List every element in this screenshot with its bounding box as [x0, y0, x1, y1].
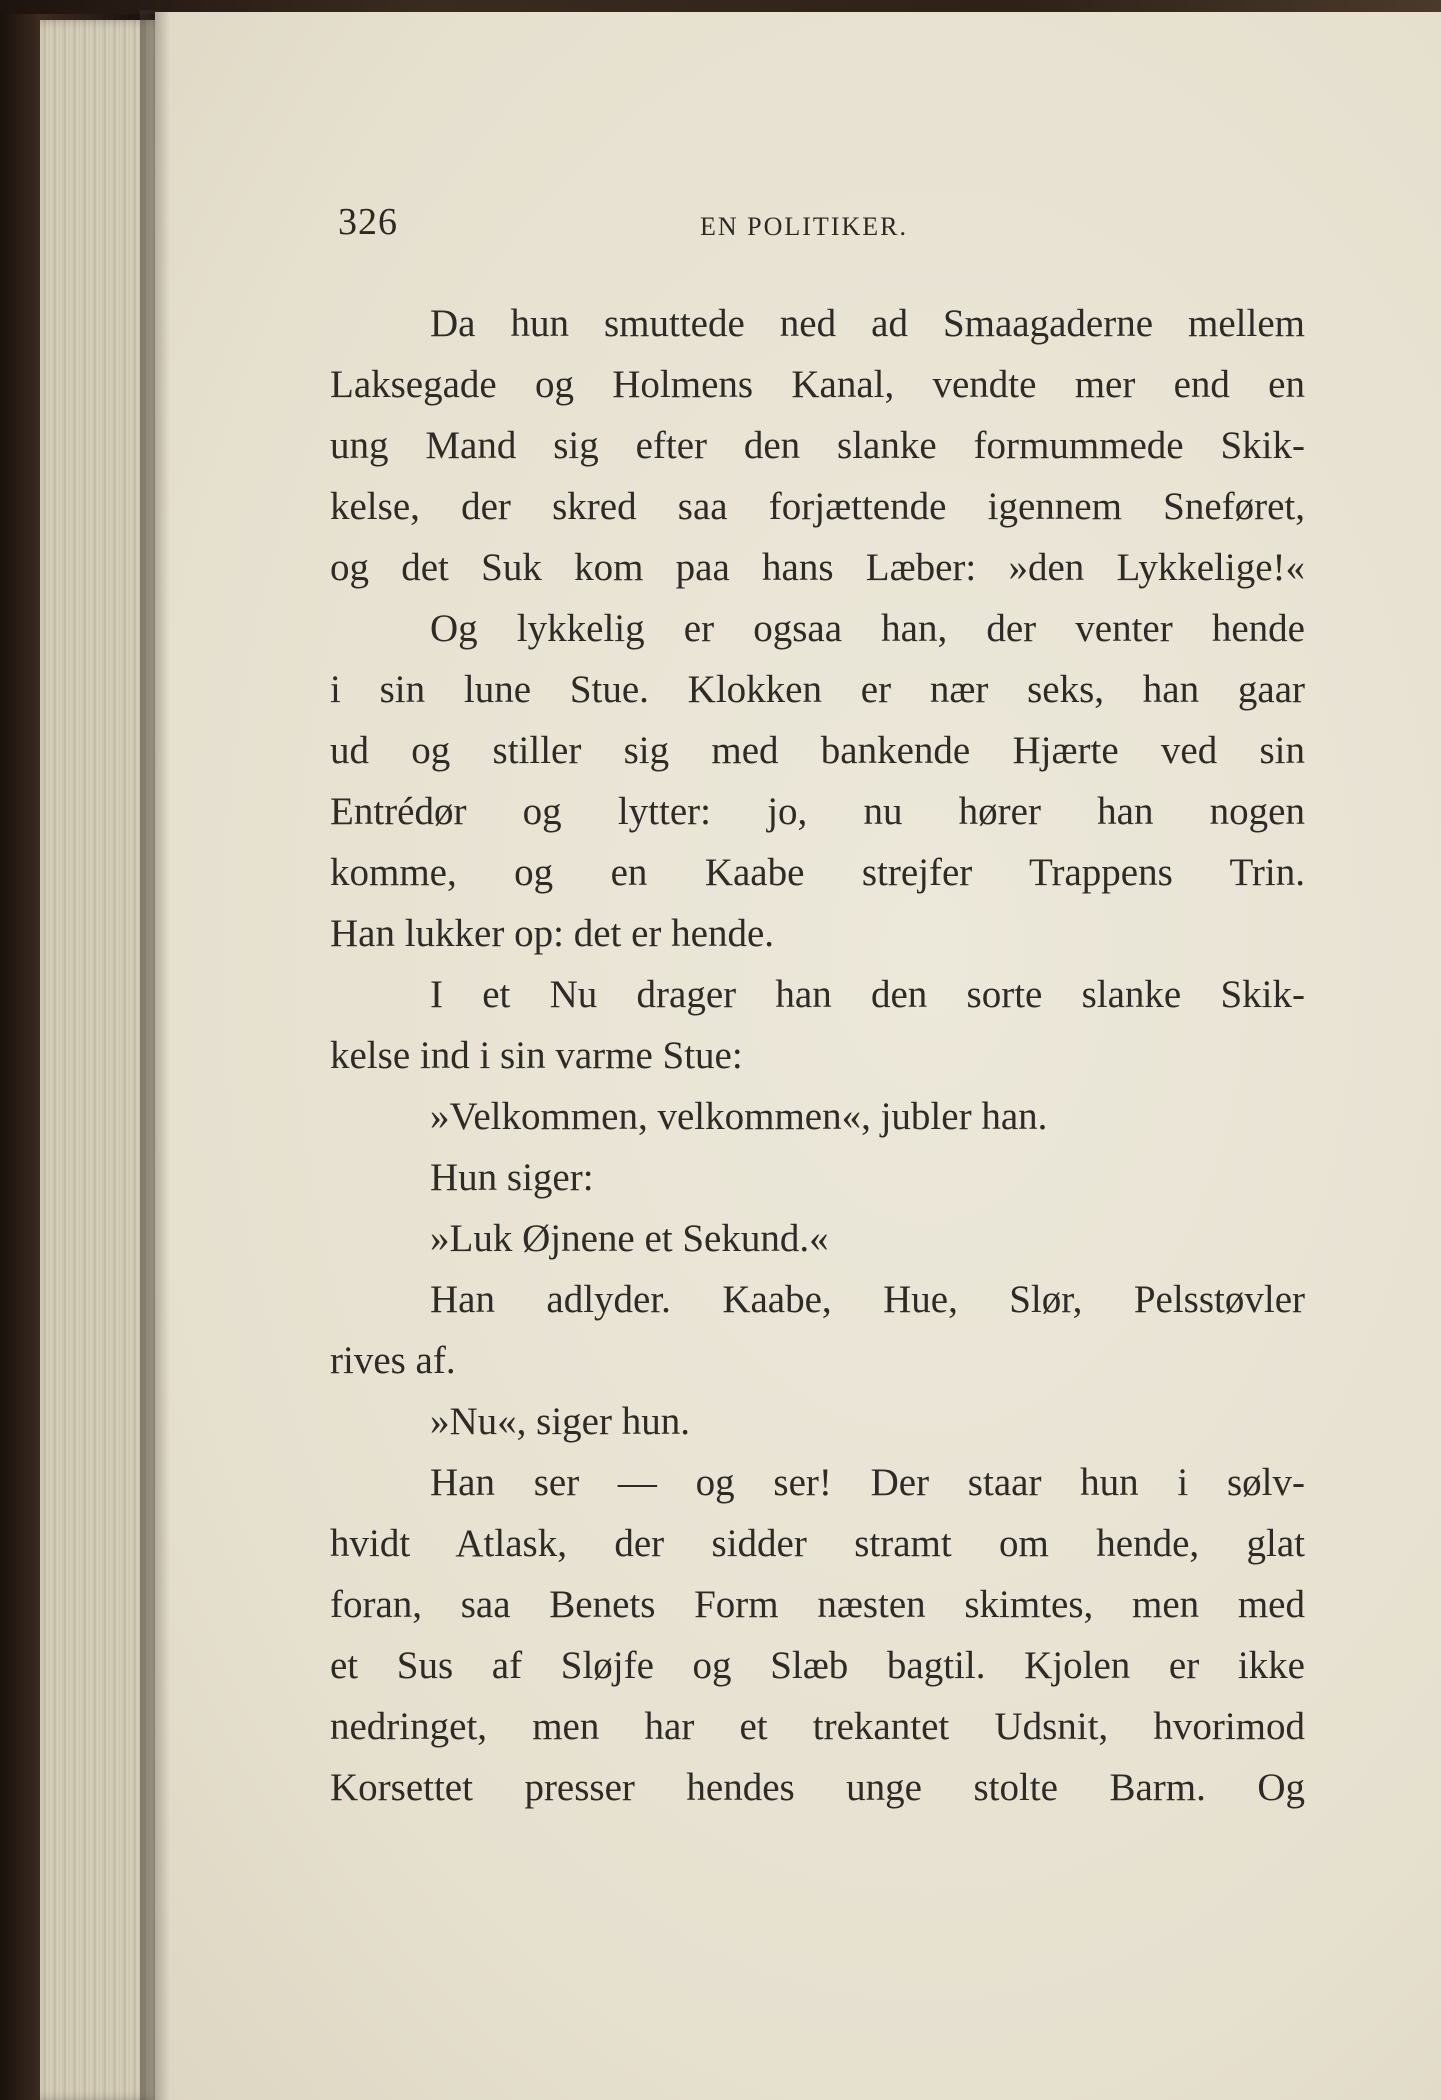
text-line: og det Suk kom paa hans Læber: »den Lykkelige!« [330, 546, 1305, 589]
text-line: ung Mand sig efter den slanke formummede Skik- [330, 424, 1305, 467]
text-line: »Luk Øjnene et Sekund.« [430, 1217, 829, 1260]
text-line: nedringet, men har et trekantet Udsnit, hvorimod [330, 1705, 1305, 1748]
text-line: Han ser — og ser! Der staar hun i sølv- [430, 1461, 1305, 1504]
text-line: Hun siger: [430, 1156, 594, 1199]
text-line: et Sus af Sløjfe og Slæb bagtil. Kjolen er ikke [330, 1644, 1305, 1687]
text-line: Han adlyder. Kaabe, Hue, Slør, Pelsstøvler [430, 1278, 1305, 1321]
text-line: Da hun smuttede ned ad Smaagaderne mellem [430, 302, 1305, 345]
body-text [330, 293, 1305, 1818]
text-line: foran, saa Benets Form næsten skimtes, men med [330, 1583, 1305, 1626]
running-title: EN POLITIKER. [700, 212, 908, 241]
text-line: kelse, der skred saa forjættende igennem Sneføret, [330, 485, 1305, 528]
page-number: 326 [338, 201, 398, 243]
text-line: Han lukker op: det er hende. [330, 912, 775, 955]
text-line: »Nu«, siger hun. [430, 1400, 690, 1443]
text-line: I et Nu drager han den sorte slanke Skik- [430, 973, 1305, 1016]
text-line: komme, og en Kaabe strejfer Trappens Trin. [330, 851, 1305, 894]
text-line: Laksegade og Holmens Kanal, vendte mer end en [330, 363, 1305, 406]
text-line: ud og stiller sig med bankende Hjærte ved sin [330, 729, 1305, 772]
text-line: rives af. [330, 1339, 456, 1382]
text-line: »Velkommen, velkommen«, jubler han. [430, 1095, 1048, 1138]
text-line: kelse ind i sin varme Stue: [330, 1034, 743, 1077]
gutter-shadow [140, 10, 170, 2100]
text-line: Entrédør og lytter: jo, nu hører han nogen [330, 790, 1305, 833]
text-line: hvidt Atlask, der sidder stramt om hende, glat [330, 1522, 1305, 1565]
page-header [330, 200, 1300, 250]
text-line: Og lykkelig er ogsaa han, der venter hende [430, 607, 1305, 650]
text-line: i sin lune Stue. Klokken er nær seks, han gaar [330, 668, 1305, 711]
text-line: Korsettet presser hendes unge stolte Barm. Og [330, 1766, 1305, 1809]
